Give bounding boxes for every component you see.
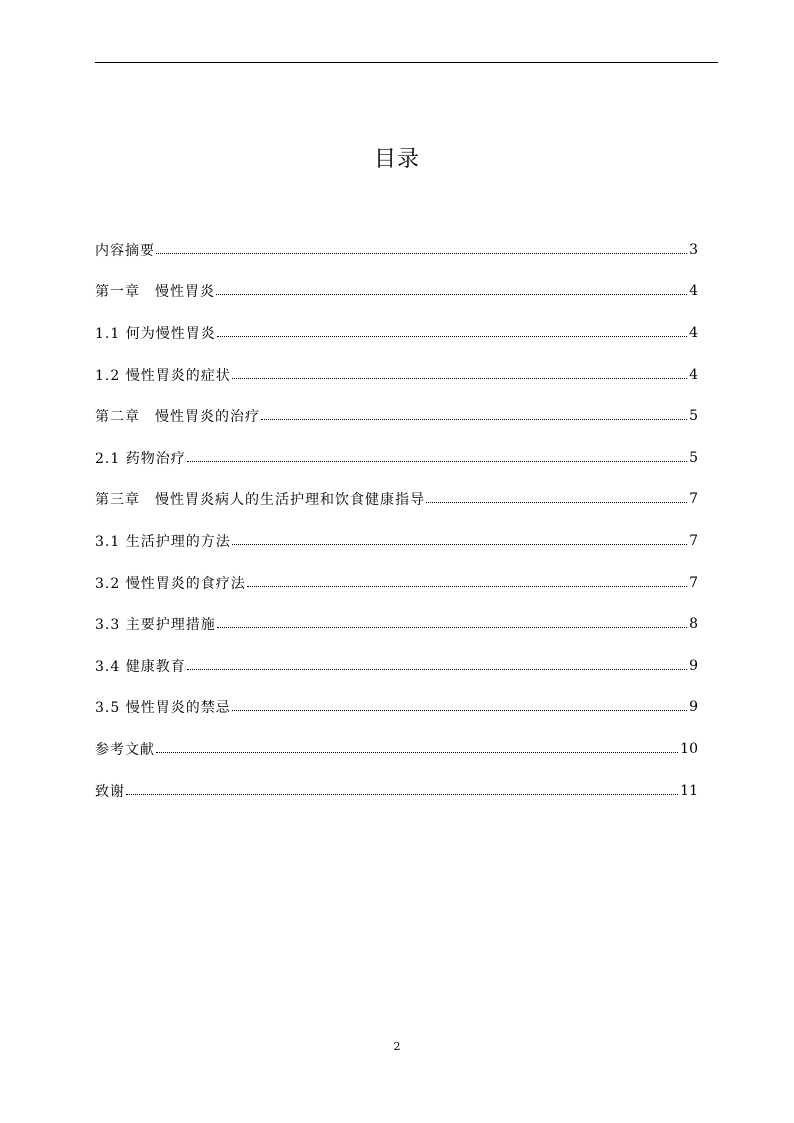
toc-entry-text: 3.5 慢性胃炎的禁忌 [95, 700, 231, 717]
toc-entry-text: 2.1 药物治疗 [95, 450, 186, 467]
toc-entry-text: 3.1 生活护理的方法 [95, 533, 231, 550]
toc-entry-page: 9 [689, 699, 698, 716]
toc-entry[interactable] [95, 562, 698, 604]
toc-entry[interactable] [95, 395, 698, 437]
toc-dot-leader [261, 418, 687, 420]
toc-entry-text: 3.3 主要护理措施 [95, 617, 216, 634]
toc-dot-leader [426, 501, 687, 503]
toc-dot-leader [232, 543, 687, 545]
toc-entry-text: 1.2 慢性胃炎的症状 [95, 367, 231, 384]
toc-entry-page: 7 [689, 532, 698, 549]
toc-entry-page: 3 [689, 241, 698, 258]
toc-dot-leader [217, 335, 687, 337]
toc-dot-leader [156, 252, 687, 254]
toc-entry-text: 3.4 健康教育 [95, 658, 186, 675]
toc-dot-leader [247, 585, 687, 587]
toc-entry-page: 7 [689, 574, 698, 591]
toc-dot-leader [232, 377, 687, 379]
toc-entry-page: 4 [689, 366, 698, 383]
toc-entry[interactable] [95, 479, 698, 521]
toc-entry-page: 7 [689, 491, 698, 508]
toc-entry[interactable] [95, 603, 698, 645]
toc-entry-page: 11 [680, 782, 698, 799]
toc-entry-text: 第三章 慢性胃炎病人的生活护理和饮食健康指导 [95, 492, 425, 509]
toc-entry[interactable] [95, 687, 698, 729]
toc-entry[interactable] [95, 437, 698, 479]
toc-entry-page: 4 [689, 324, 698, 341]
header-rule [95, 62, 718, 63]
toc-entry-page: 4 [689, 283, 698, 300]
toc-entry-page: 5 [689, 408, 698, 425]
page-number: 2 [393, 1040, 401, 1053]
toc-entry[interactable] [95, 354, 698, 396]
toc-entry[interactable] [95, 728, 698, 770]
toc-entry-text: 参考文献 [95, 741, 155, 758]
toc-entry-page: 5 [689, 449, 698, 466]
toc-entry[interactable] [95, 645, 698, 687]
toc-entry[interactable] [95, 770, 698, 812]
toc-dot-leader [216, 293, 687, 295]
toc-entry-text: 第一章 慢性胃炎 [95, 284, 215, 301]
toc-dot-leader [232, 709, 687, 711]
toc-entry[interactable] [95, 520, 698, 562]
toc-entry-text: 第二章 慢性胃炎的治疗 [95, 409, 260, 426]
toc-dot-leader [187, 668, 687, 670]
toc-dot-leader [187, 460, 687, 462]
toc-entry[interactable] [95, 271, 698, 313]
toc-entry-page: 9 [689, 657, 698, 674]
toc-entry-text: 致谢 [95, 783, 125, 800]
toc-entry-text: 内容摘要 [95, 242, 155, 259]
toc-entry-text: 1.1 何为慢性胃炎 [95, 325, 216, 342]
toc-entry[interactable] [95, 229, 698, 271]
toc-entry-page: 8 [689, 616, 698, 633]
toc-dot-leader [126, 793, 678, 795]
table-of-contents [95, 229, 698, 811]
toc-entry[interactable] [95, 312, 698, 354]
toc-dot-leader [156, 751, 678, 753]
toc-entry-text: 3.2 慢性胃炎的食疗法 [95, 575, 246, 592]
toc-entry-page: 10 [680, 740, 698, 757]
toc-dot-leader [217, 626, 687, 628]
page-title: 目录 [373, 147, 420, 172]
